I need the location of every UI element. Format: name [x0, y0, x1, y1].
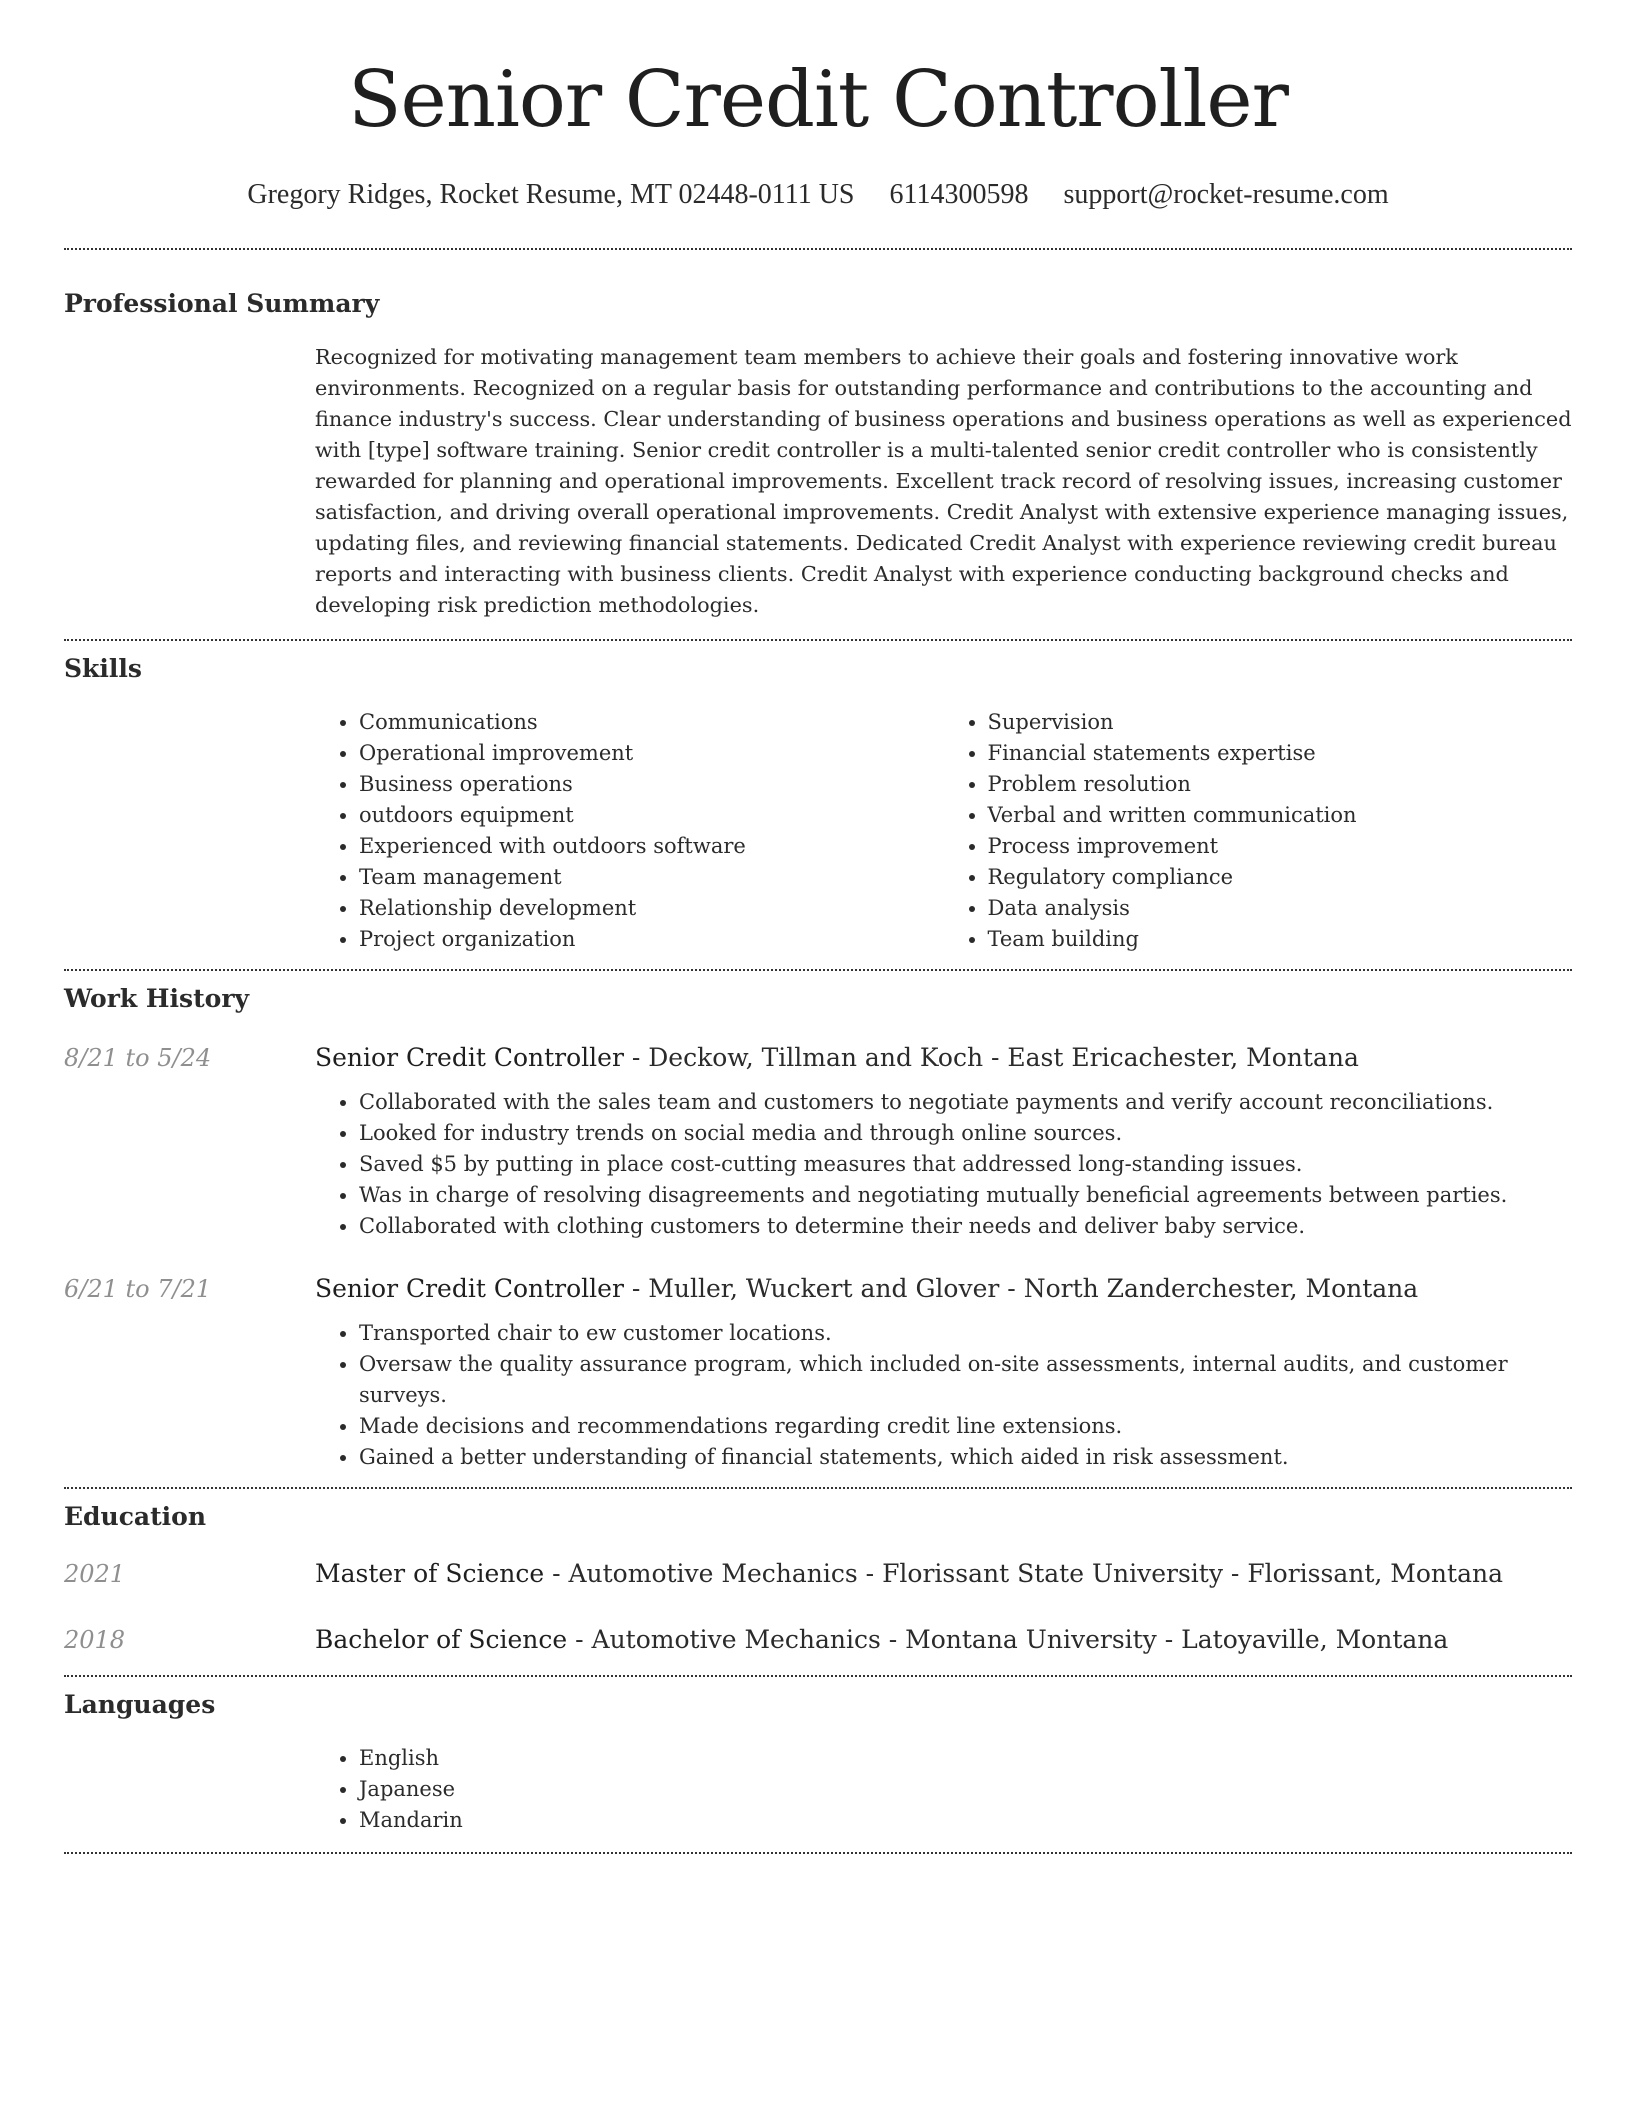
resume-page [64, 0, 1572, 1854]
job-location: North Zanderchester, Montana [1023, 1274, 1419, 1303]
job-entry [64, 1272, 1572, 1473]
list-item: • outdoors equipment [359, 800, 944, 831]
list-item: • Data analysis [988, 893, 1573, 924]
school: Montana University [905, 1625, 1157, 1654]
list-item: • Project organization [359, 924, 944, 955]
job-bullets [315, 1318, 1572, 1473]
job-company: Muller, Wuckert and Glover [648, 1274, 1000, 1303]
list-item: • Team management [359, 862, 944, 893]
job-header [315, 1041, 1572, 1075]
resume-title: Senior Credit Controller [348, 55, 1288, 145]
list-item: • Communications [359, 707, 944, 738]
list-item: • Business operations [359, 769, 944, 800]
phone: 6114300598 [889, 179, 1029, 210]
job-bullets [315, 1087, 1572, 1242]
skills-column-right [944, 707, 1573, 955]
divider [64, 1675, 1572, 1677]
list-item: • Gained a better understanding of financial statements, which aided in risk assessment. [359, 1442, 1572, 1473]
languages-list [315, 1743, 1572, 1836]
school: Florissant State University [882, 1559, 1223, 1588]
separator: - [999, 1274, 1024, 1303]
divider [64, 639, 1572, 641]
separator: - [567, 1625, 592, 1654]
list-item: • Collaborated with the sales team and customers to negotiate payments and verify account reconciliations. [359, 1087, 1572, 1118]
education-entry [64, 1557, 1572, 1591]
list-item: • Mandarin [359, 1805, 1572, 1836]
field-of-study: Automotive Mechanics [568, 1559, 858, 1588]
divider [64, 248, 1572, 250]
skills-heading: Skills [64, 654, 142, 683]
list-item: • English [359, 1743, 1572, 1774]
list-item: • Financial statements expertise [988, 738, 1573, 769]
list-item: • Japanese [359, 1774, 1572, 1805]
summary-heading: Professional Summary [64, 289, 380, 318]
address: Gregory Ridges, Rocket Resume, MT 02448-0111 US [247, 179, 855, 210]
contact-line [64, 178, 1572, 212]
email: support@rocket-resume.com [1063, 179, 1389, 210]
list-item: • Oversaw the quality assurance program, which included on-site assessments, internal audits, and customer surveys. [359, 1349, 1572, 1411]
education-header [315, 1623, 1572, 1657]
education-year: 2021 [64, 1560, 126, 1588]
separator: - [983, 1043, 1008, 1072]
separator: - [857, 1559, 883, 1588]
job-date: 8/21 to 5/24 [64, 1044, 212, 1072]
list-item: • Looked for industry trends on social media and through online sources. [359, 1118, 1572, 1149]
list-item: • Operational improvement [359, 738, 944, 769]
list-item: • Regulatory compliance [988, 862, 1573, 893]
divider [64, 1487, 1572, 1489]
list-item: • Transported chair to ew customer locations. [359, 1318, 1572, 1349]
separator: - [1156, 1625, 1182, 1654]
field-of-study: Automotive Mechanics [591, 1625, 881, 1654]
skills-list [315, 707, 1572, 955]
work-history-heading: Work History [64, 984, 250, 1013]
separator: - [1222, 1559, 1248, 1588]
separator: - [544, 1559, 569, 1588]
degree: Master of Science [315, 1559, 545, 1588]
job-date: 6/21 to 7/21 [64, 1275, 212, 1303]
school-location: Florissant, Montana [1247, 1559, 1503, 1588]
list-item: • Supervision [988, 707, 1573, 738]
education-year: 2018 [64, 1626, 126, 1654]
list-item: • Team building [988, 924, 1573, 955]
education-header [315, 1557, 1572, 1591]
list-item: • Relationship development [359, 893, 944, 924]
job-header [315, 1272, 1572, 1306]
job-title: Senior Credit Controller [315, 1043, 624, 1072]
list-item: • Experienced with outdoors software [359, 831, 944, 862]
list-item: • Was in charge of resolving disagreements and negotiating mutually beneficial agreements between parties. [359, 1180, 1572, 1211]
summary-text: Recognized for motivating management team members to achieve their goals and fostering innovative work environments. Recognized on a regular basis for outstanding performance and contributions to the accounting and finance industry's success. Clear understanding of business operations and business operations as well as experienced with [type] software training. Senior credit controller is a multi-talented senior credit controller who is consistently rewarded for planning and operational improvements. Excellent track record of resolving issues, increasing customer satisfaction, and driving overall operational improvements. Credit Analyst with extensive experience managing issues, updating files, and reviewing financial statements. Dedicated Credit Analyst with experience reviewing credit bureau reports and interacting with business clients. Credit Analyst with experience conducting background checks and developing risk prediction methodologies. [315, 345, 1572, 617]
separator: - [623, 1043, 649, 1072]
list-item: • Collaborated with clothing customers to determine their needs and deliver baby service. [359, 1211, 1572, 1242]
job-entry [64, 1041, 1572, 1242]
job-title: Senior Credit Controller [315, 1274, 624, 1303]
divider [64, 969, 1572, 971]
degree: Bachelor of Science [315, 1625, 568, 1654]
school-location: Latoyaville, Montana [1181, 1625, 1449, 1654]
list-item: • Problem resolution [988, 769, 1573, 800]
list-item: • Saved $5 by putting in place cost-cutting measures that addressed long-standing issues. [359, 1149, 1572, 1180]
job-company: Deckow, Tillman and Koch [648, 1043, 984, 1072]
list-item: • Verbal and written communication [988, 800, 1573, 831]
skills-column-left [315, 707, 944, 955]
languages-heading: Languages [64, 1690, 216, 1719]
education-entry [64, 1623, 1572, 1657]
list-item: • Made decisions and recommendations regarding credit line extensions. [359, 1411, 1572, 1442]
separator: - [880, 1625, 906, 1654]
education-heading: Education [64, 1502, 207, 1531]
job-location: East Ericachester, Montana [1007, 1043, 1359, 1072]
divider [64, 1852, 1572, 1854]
list-item: • Process improvement [988, 831, 1573, 862]
separator: - [623, 1274, 649, 1303]
